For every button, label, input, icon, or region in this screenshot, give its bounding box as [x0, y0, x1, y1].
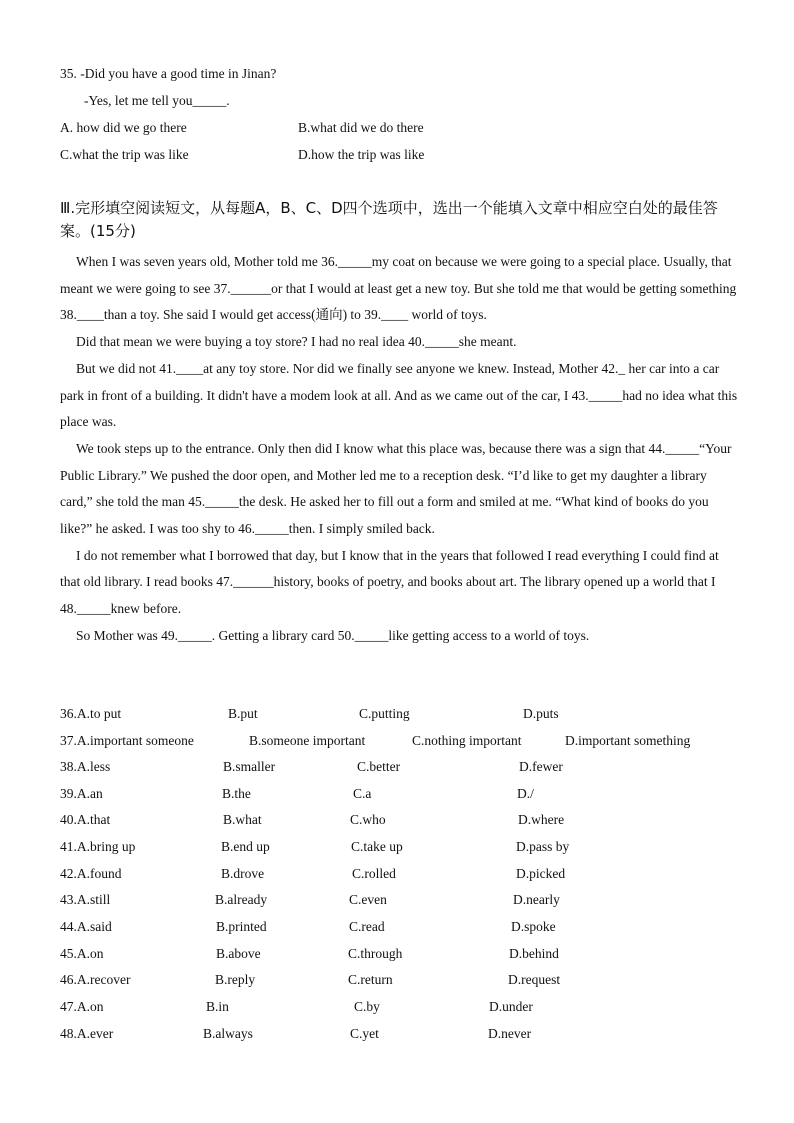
options-row-37: [60, 733, 760, 753]
option-a: 41.A.bring up: [60, 839, 136, 854]
options-row-41: [60, 839, 760, 859]
option-a: 44.A.said: [60, 919, 112, 934]
option-d: D.puts: [523, 706, 559, 721]
option-a: 36.A.to put: [60, 706, 122, 721]
options-row-44: [60, 919, 760, 939]
paragraph-4: We took steps up to the entrance. Only then did I know what this place was, because there was a sign that 44._____“Your Public Library.” We pushed the door open, and Mother led me to a reception desk. “I’d like to get my daughter a library card,” she told the man 45._____the desk. He asked her to fill out a form and smiled at me. “What kind of books do you like?” he asked. I was too shy to 46._____then. I simply smiled back.: [60, 440, 732, 537]
option-c: C.by: [354, 999, 380, 1014]
option-d: D.important something: [565, 733, 691, 748]
option-c: C.who: [350, 812, 386, 827]
paragraph-2: Did that mean we were buying a toy store? I had no real idea 40._____she meant.: [76, 334, 517, 350]
q35-question: 35. -Did you have a good time in Jinan?: [60, 66, 277, 81]
paragraph-5: I do not remember what I borrowed that day, but I know that in the years that followed I read everything I could find at that old library. I read books 47.______history, books of poetry, and books about art. The library opened up a world that I 48._____knew before.: [60, 547, 719, 617]
option-b: B.put: [228, 706, 258, 721]
option-d: D.request: [508, 972, 561, 987]
options-row-38: [60, 759, 760, 779]
option-a: 38.A.less: [60, 759, 111, 774]
paragraph-6: So Mother was 49._____. Getting a library card 50._____like getting access to a world of toys.: [76, 627, 590, 643]
options-row-43: [60, 892, 760, 912]
option-b: B.in: [206, 999, 229, 1014]
option-c: C.putting: [359, 706, 410, 721]
q35-option-d: D.how the trip was like: [298, 147, 425, 162]
option-b: B.the: [222, 786, 251, 801]
option-c: C.a: [353, 786, 372, 801]
option-c: C.better: [357, 759, 401, 774]
option-c: C.take up: [351, 839, 403, 854]
options-row-40: [60, 812, 760, 832]
option-d: D.fewer: [519, 759, 563, 774]
option-a: 42.A.found: [60, 866, 122, 881]
option-c: C.through: [348, 946, 403, 961]
option-c: C.nothing important: [412, 733, 522, 748]
options-row-39: [60, 786, 760, 806]
option-a: 47.A.on: [60, 999, 104, 1014]
option-a: 43.A.still: [60, 892, 111, 907]
option-d: D.under: [489, 999, 533, 1014]
options-row-42: [60, 866, 760, 886]
option-c: C.yet: [350, 1026, 379, 1041]
option-a: 37.A.important someone: [60, 733, 194, 748]
option-a: 39.A.an: [60, 786, 103, 801]
option-c: C.return: [348, 972, 393, 987]
paragraph-3: But we did not 41.____at any toy store. Nor did we finally see anyone we knew. Instead, Mother 42._ her car into a car park in front of a building. It didn't have a modem look at all. And as we came out of the car, I 43._____had no idea what this place was.: [60, 360, 738, 430]
option-b: B.smaller: [223, 759, 276, 774]
option-b: B.reply: [215, 972, 256, 987]
paragraph-1: When I was seven years old, Mother told me 36._____my coat on because we were going to a special place. Usually, that meant we were going to see 37.______or that I would at least get a new toy. But she told me that would be getting something 38.____than a toy. She said I would get access(通向) to 39.____ world of toys.: [60, 254, 737, 323]
options-row-47: [60, 999, 760, 1019]
option-d: D.pass by: [516, 839, 570, 854]
q35-option-c: C.what the trip was like: [60, 147, 189, 162]
option-c: C.rolled: [352, 866, 396, 881]
option-c: C.read: [349, 919, 385, 934]
option-d: D.spoke: [511, 919, 556, 934]
options-row-45: [60, 946, 760, 966]
option-b: B.printed: [216, 919, 267, 934]
options-row-36: [60, 706, 760, 726]
option-d: D.behind: [509, 946, 559, 961]
q35-answer-line: -Yes, let me tell you_____.: [84, 93, 230, 108]
option-b: B.above: [216, 946, 261, 961]
options-row-46: [60, 972, 760, 992]
option-b: B.already: [215, 892, 268, 907]
passage: [60, 249, 738, 650]
q35-option-a: A. how did we go there: [60, 120, 187, 135]
options-row-48: [60, 1026, 760, 1046]
option-b: B.always: [203, 1026, 253, 1041]
option-d: D.never: [488, 1026, 532, 1041]
option-b: B.what: [223, 812, 262, 827]
option-d: D.picked: [516, 866, 566, 881]
option-a: 45.A.on: [60, 946, 104, 961]
option-c: C.even: [349, 892, 387, 907]
option-d: D.where: [518, 812, 565, 827]
option-d: D./: [517, 786, 534, 801]
option-b: B.someone important: [249, 733, 366, 748]
option-a: 40.A.that: [60, 812, 111, 827]
option-b: B.drove: [221, 866, 265, 881]
option-b: B.end up: [221, 839, 270, 854]
option-d: D.nearly: [513, 892, 560, 907]
q35-option-b: B.what did we do there: [298, 120, 424, 135]
section-heading: Ⅲ.完形填空阅读短文，从每题A，B、C、D四个选项中，选出一个能填入文章中相应空白处的最佳答案。(15分): [60, 199, 718, 240]
option-a: 46.A.recover: [60, 972, 131, 987]
option-a: 48.A.ever: [60, 1026, 114, 1041]
